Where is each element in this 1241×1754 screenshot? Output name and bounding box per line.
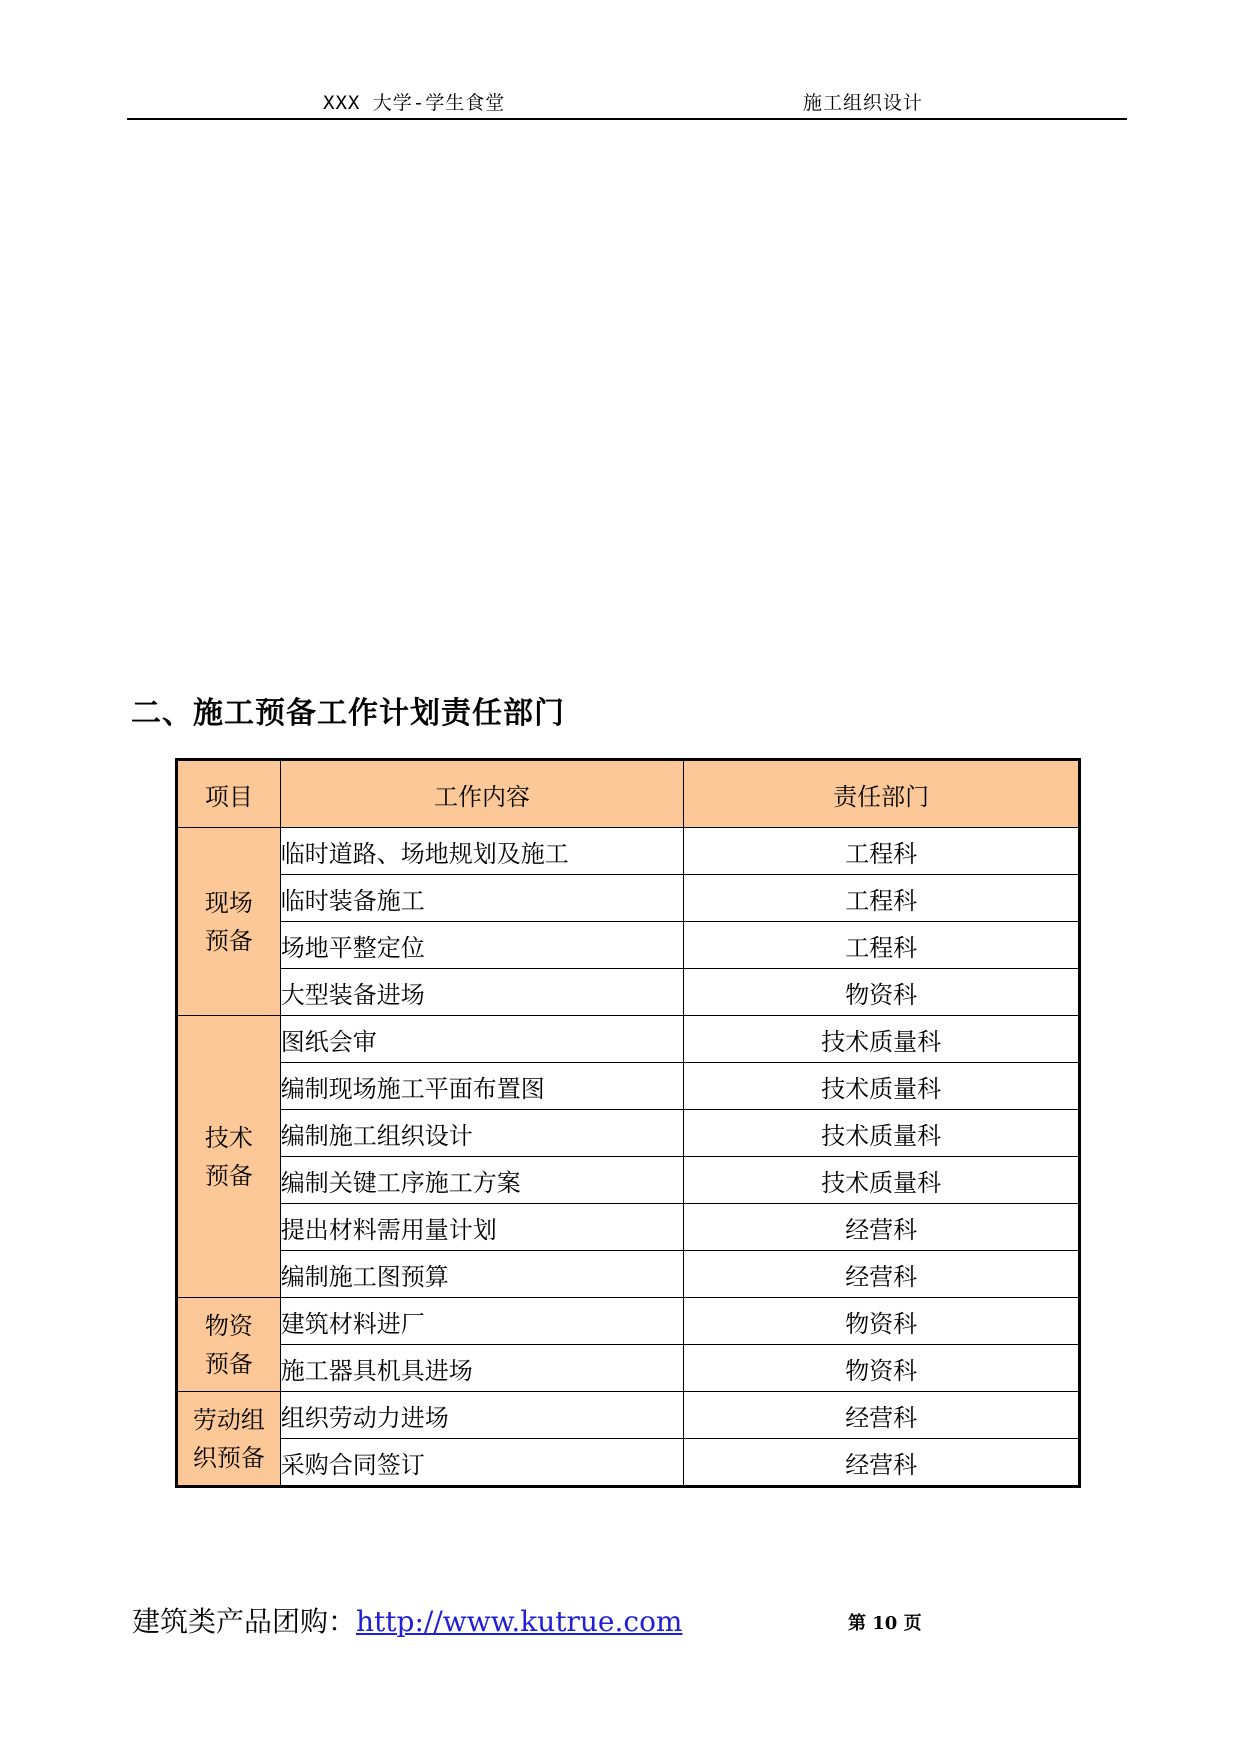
department-cell: 工程科 xyxy=(684,828,1080,875)
column-header-item: 项目 xyxy=(177,760,281,828)
table-row xyxy=(177,1204,1080,1251)
table-row xyxy=(177,1392,1080,1439)
department-cell: 物资科 xyxy=(684,969,1080,1016)
department-cell: 技术质量科 xyxy=(684,1157,1080,1204)
group-label-materials: 物资 预备 xyxy=(177,1298,281,1392)
footer-prefix: 建筑类产品团购： xyxy=(132,1605,357,1638)
department-cell: 经营科 xyxy=(684,1204,1080,1251)
department-cell: 经营科 xyxy=(684,1439,1080,1487)
work-content-cell: 图纸会审 xyxy=(280,1016,684,1063)
department-cell: 技术质量科 xyxy=(684,1016,1080,1063)
table-row xyxy=(177,875,1080,922)
work-content-cell: 编制施工组织设计 xyxy=(280,1110,684,1157)
footer-link[interactable]: http://www.kutrue.com xyxy=(356,1605,683,1638)
table-row xyxy=(177,1298,1080,1345)
section-title: 二、施工预备工作计划责任部门 xyxy=(131,696,565,731)
work-content-cell: 施工器具机具进场 xyxy=(280,1345,684,1392)
header-rule xyxy=(127,118,1127,120)
work-content-cell: 采购合同签订 xyxy=(280,1439,684,1487)
responsibility-table xyxy=(175,758,1081,1488)
header-left-title: XXX 大学-学生食堂 xyxy=(323,92,506,114)
work-content-cell: 编制关键工序施工方案 xyxy=(280,1157,684,1204)
header-right-title: 施工组织设计 xyxy=(803,92,924,114)
work-content-cell: 临时装备施工 xyxy=(280,875,684,922)
work-content-cell: 编制施工图预算 xyxy=(280,1251,684,1298)
group-label-technical: 技术 预备 xyxy=(177,1016,281,1298)
table-row xyxy=(177,1157,1080,1204)
column-header-content: 工作内容 xyxy=(280,760,684,828)
footer-promo xyxy=(132,1600,683,1640)
department-cell: 经营科 xyxy=(684,1251,1080,1298)
work-content-cell: 建筑材料进厂 xyxy=(280,1298,684,1345)
work-content-cell: 场地平整定位 xyxy=(280,922,684,969)
table-row xyxy=(177,1251,1080,1298)
work-content-cell: 组织劳动力进场 xyxy=(280,1392,684,1439)
work-content-cell: 提出材料需用量计划 xyxy=(280,1204,684,1251)
table-row xyxy=(177,828,1080,875)
table-row xyxy=(177,1110,1080,1157)
department-cell: 工程科 xyxy=(684,875,1080,922)
department-cell: 工程科 xyxy=(684,922,1080,969)
department-cell: 物资科 xyxy=(684,1345,1080,1392)
group-label-labor: 劳动组 织预备 xyxy=(177,1392,281,1487)
work-content-cell: 大型装备进场 xyxy=(280,969,684,1016)
group-label-site: 现场 预备 xyxy=(177,828,281,1016)
table-row xyxy=(177,969,1080,1016)
page-number: 第 10 页 xyxy=(848,1613,922,1634)
department-cell: 技术质量科 xyxy=(684,1063,1080,1110)
column-header-dept: 责任部门 xyxy=(684,760,1080,828)
table-row xyxy=(177,1345,1080,1392)
table-row xyxy=(177,922,1080,969)
table-row xyxy=(177,1439,1080,1487)
work-content-cell: 编制现场施工平面布置图 xyxy=(280,1063,684,1110)
department-cell: 物资科 xyxy=(684,1298,1080,1345)
work-content-cell: 临时道路、场地规划及施工 xyxy=(280,828,684,875)
department-cell: 经营科 xyxy=(684,1392,1080,1439)
table-row xyxy=(177,1063,1080,1110)
department-cell: 技术质量科 xyxy=(684,1110,1080,1157)
table-header-row xyxy=(177,760,1080,828)
table-row xyxy=(177,1016,1080,1063)
